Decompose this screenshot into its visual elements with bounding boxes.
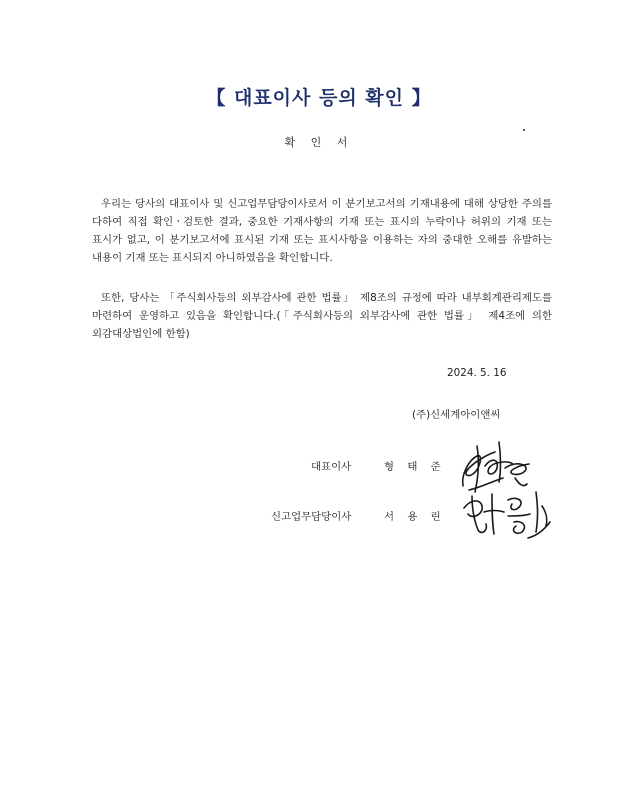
- ceo-role-label: 대표이사: [311, 461, 352, 473]
- document-date: 2024. 5. 16: [447, 367, 507, 379]
- ceo-name: 형 태 준: [384, 461, 446, 473]
- scan-speck: [523, 129, 525, 131]
- disclosure-officer-name: 서 용 린: [384, 511, 446, 523]
- disclosure-officer-role-label: 신고업무담당이사: [271, 511, 352, 523]
- confirmation-paragraph: 우리는 당사의 대표이사 및 신고업무담당이사로서 이 분기보고서의 기재내용에 대해 상당한 주의를 다하여 직접 확인ㆍ검토한 결과, 중요한 기재사항의 기재 또는 표시의 누락이나 허위의 기재 또는 표시가 없고, 이 분기보고서에 표시된 기재 또는 표시사항을 이용하는 자의 중대한 오해를 유발하는 내용이 기재 또는 표시되지 아니하였음을 확인합니다.: [92, 198, 552, 264]
- page-title: 【 대표이사 등의 확인 】: [206, 87, 432, 109]
- internal-control-paragraph: 또한, 당사는 「주식회사등의 외부감사에 관한 법률」 제8조의 규정에 따라 내부회계관리제도를 마련하여 운영하고 있음을 확인합니다.(「주식회사등의 외부감사에 관한 법률」 제4조에 의한 외감대상법인에 한함): [92, 292, 552, 340]
- document-subtitle: 확 인 서: [284, 136, 354, 149]
- company-name: (주)신세계아이앤씨: [412, 409, 501, 421]
- disclosure-officer-signature: [458, 486, 553, 546]
